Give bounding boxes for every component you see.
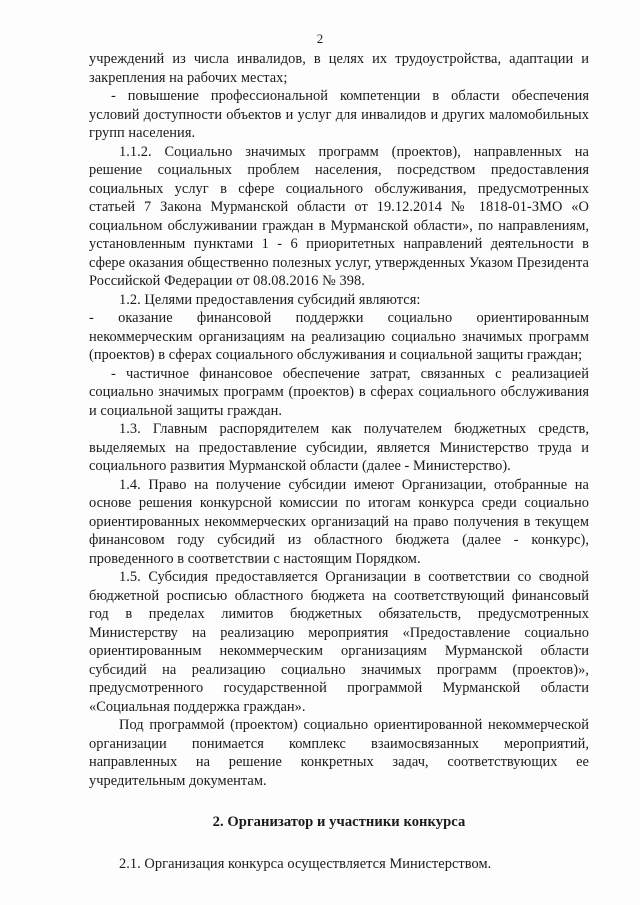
paragraph-1-4: 1.4. Право на получение субсидии имеют Организации, отобранные на основе решения конкурсной комиссии по итогам конкурса среди социально ориентированных некоммерческих организаций на право получения в текущем финансовом году субсидий из областного бюджета (далее - конкурс), проведенного в соответствии с настоящим Порядком. [89, 476, 589, 567]
paragraph-2-1: 2.1. Организация конкурса осуществляется Министерством. [119, 855, 492, 872]
paragraph-list-item: - частичное финансовое обеспечение затрат, связанных с реализацией социально значимых программ (проектов) в сферах социального обслуживания и социальной защиты граждан. [89, 365, 589, 419]
paragraph-1-3: 1.3. Главным распорядителем как получателем бюджетных средств, выделяемых на предоставление субсидии, является Министерство труда и социального развития Мурманской области (далее - Министерство). [89, 421, 589, 474]
paragraph-continuation: учреждений из числа инвалидов, в целях их трудоустройства, адаптации и закрепления на рабочих местах; [89, 51, 589, 86]
paragraph-1-1-2: 1.1.2. Социально значимых программ (проектов), направленных на решение социальных проблем населения, посредством предоставления социальных услуг в сфере социального обслуживания, предусмотренных статьей 7 Закона Мурманской области от 19.12.2014 № 1818-01-ЗМО «О социальном обслуживании граждан в Мурманской области», по направлениям, установленным пунктами 1 - 6 приоритетных направлений деятельности в сфере оказания общественно полезных услуг, утвержденных Указом Президента Российской Федерации от 08.08.2016 № 398. [89, 143, 589, 289]
section-heading: 2. Организатор и участники конкурса [212, 814, 466, 830]
page-number: 2 [316, 31, 324, 46]
paragraph-definition: Под программой (проектом) социально ориентированной некоммерческой организации понимается комплекс взаимосвязанных мероприятий, направленных на решение конкретных задач, соответствующих ее учредительным документам. [89, 717, 589, 789]
paragraph-list-item: - оказание финансовой поддержки социально ориентированным некоммерческим организациям на реализацию социально значимых программ (проектов) в сферах социального обслуживания и социальной защиты граждан; [89, 310, 589, 363]
paragraph-1-2: 1.2. Целями предоставления субсидий являются: [119, 291, 421, 308]
paragraph-1-5: 1.5. Субсидия предоставляется Организации в соответствии со сводной бюджетной росписью областного бюджета на соответствующий финансовый год в пределах лимитов бюджетных обязательств, предусмотренных Министерству на реализацию мероприятия «Предоставление социально ориентированным некоммерческим организациям Мурманской области субсидий на реализацию социально значимых программ (проектов)», предусмотренного государственной программой Мурманской области «Социальная поддержка граждан». [89, 569, 589, 715]
paragraph-list-item: - повышение профессиональной компетенции в области обеспечения условий доступности объектов и услуг для инвалидов и других маломобильных групп населения. [89, 88, 589, 141]
document-body [89, 50, 589, 873]
